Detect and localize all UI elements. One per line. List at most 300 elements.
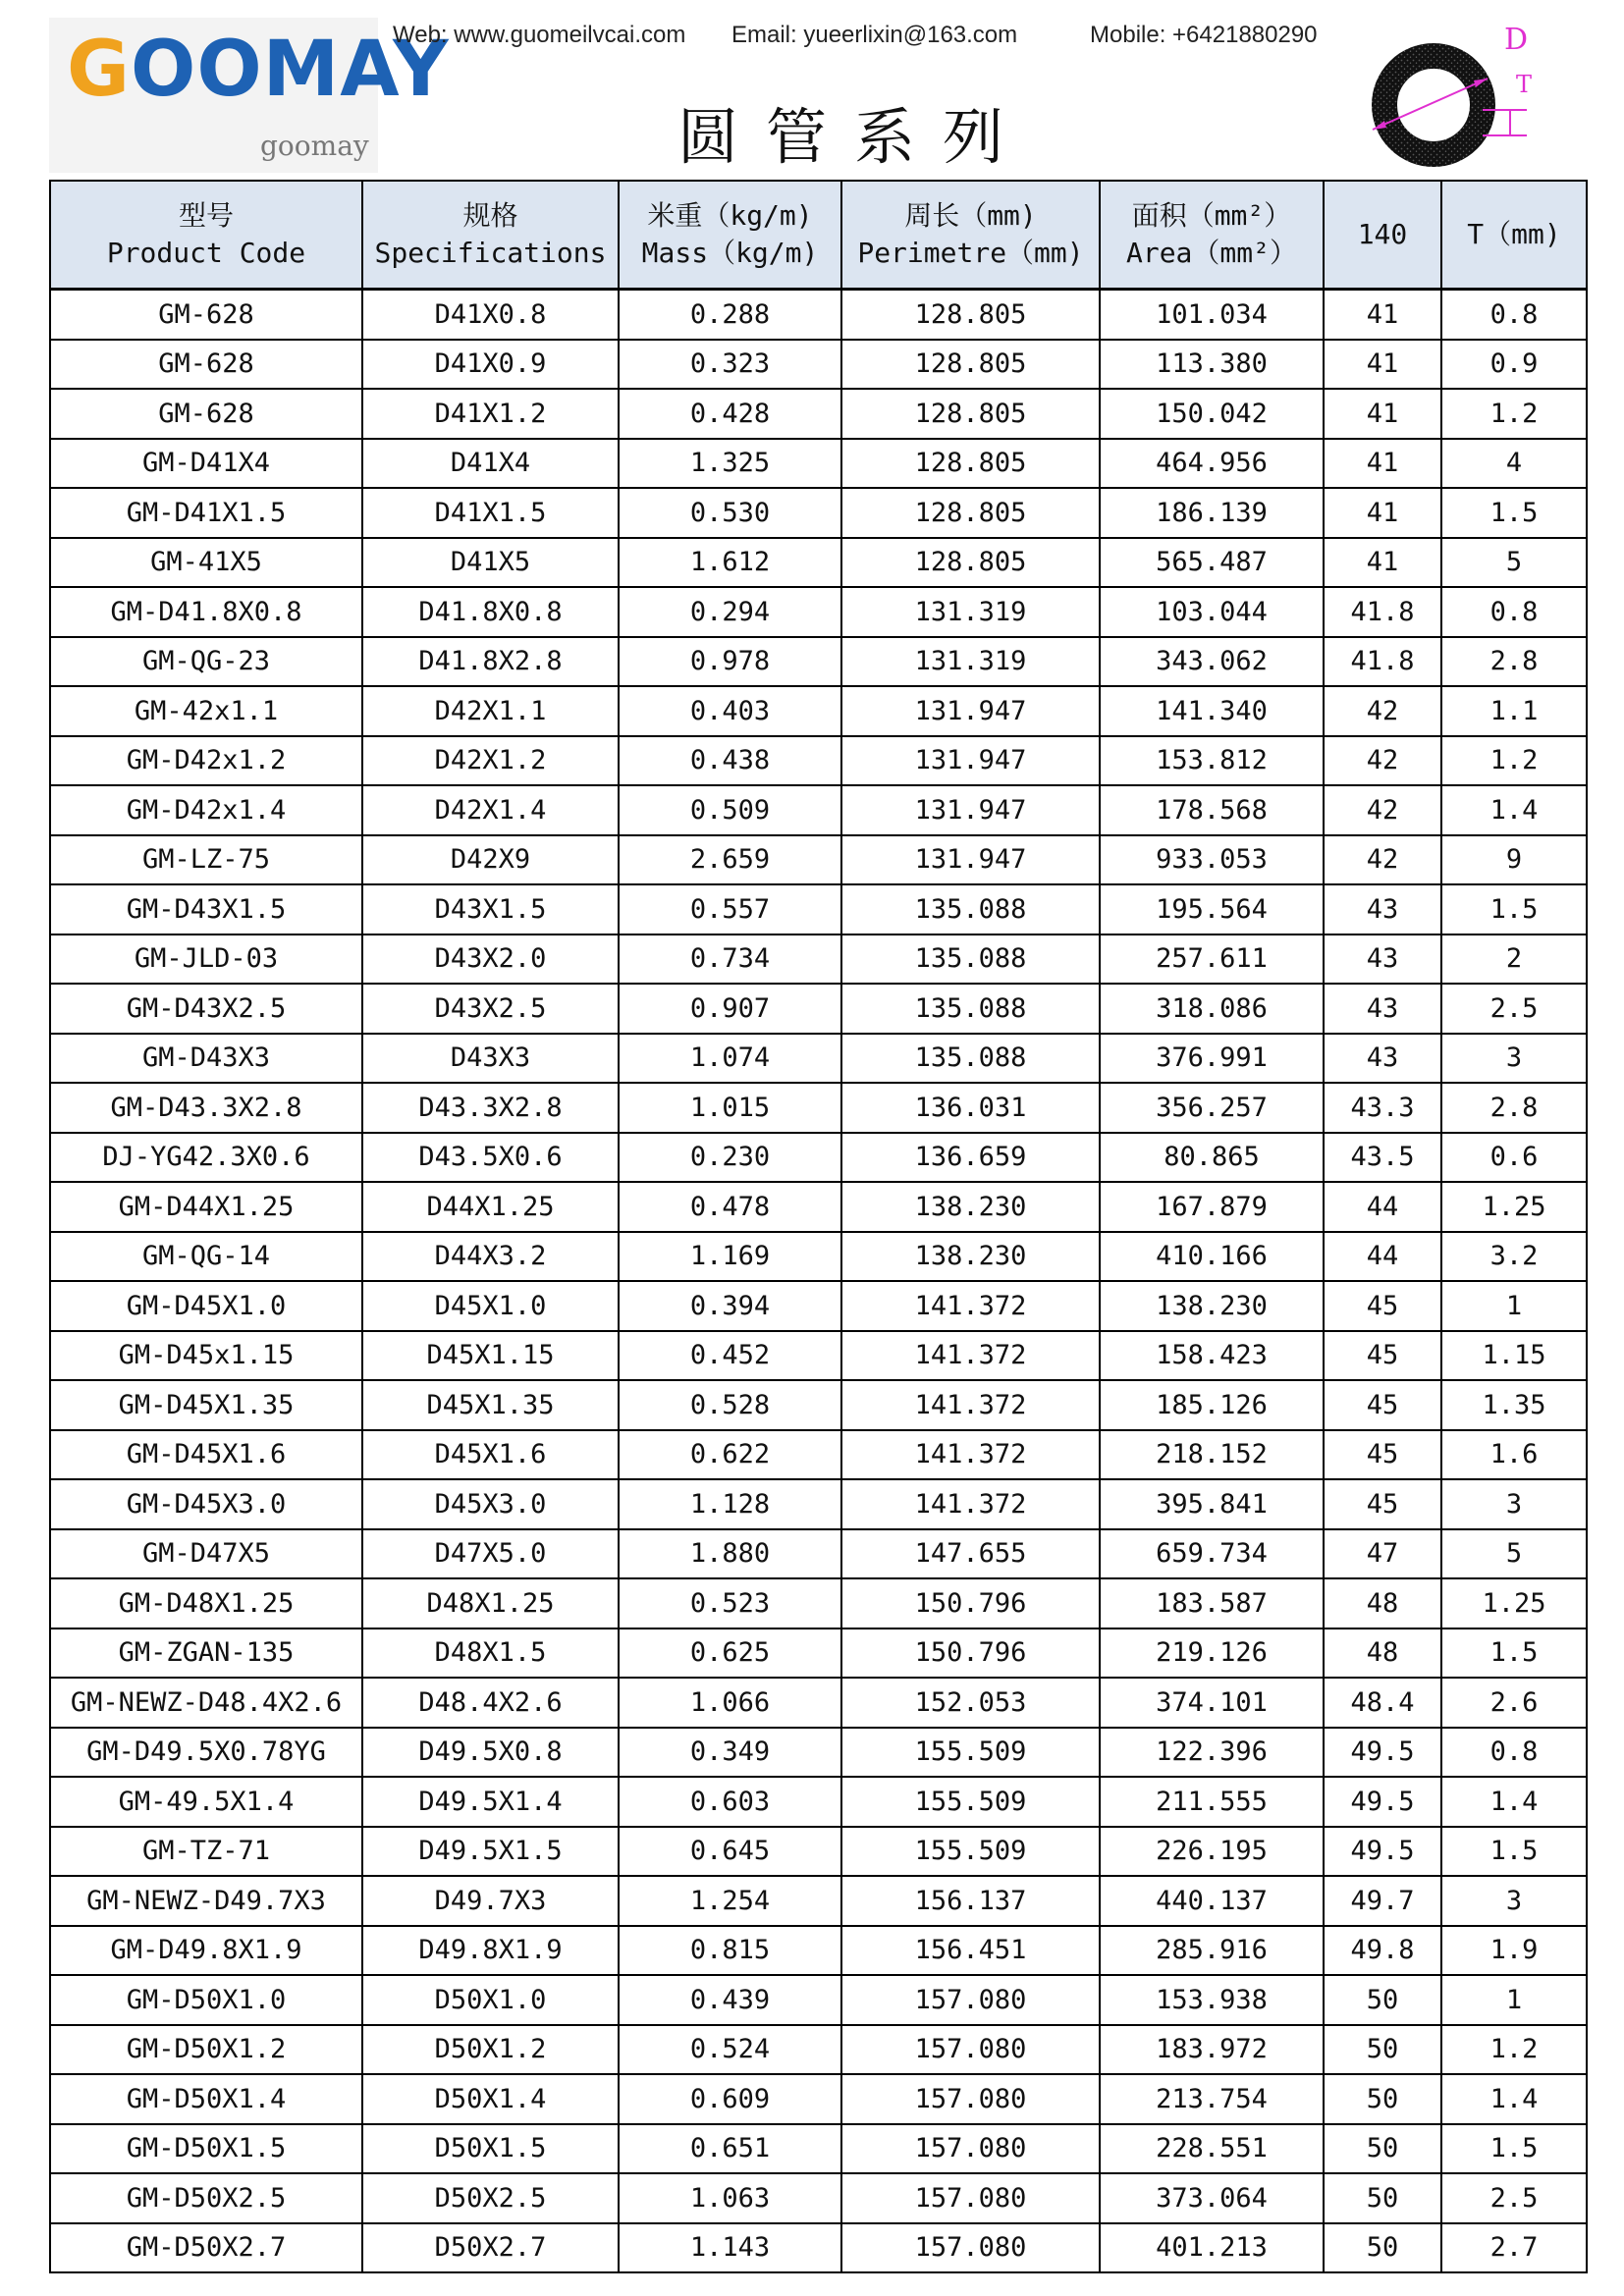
table-cell: 150.796 [841, 1629, 1100, 1679]
table-row [50, 1678, 1587, 1728]
table-cell: D48X1.25 [362, 1578, 619, 1629]
table-cell: 0.349 [619, 1728, 841, 1778]
table-cell: D41X5 [362, 538, 619, 588]
table-cell: 0.609 [619, 2074, 841, 2124]
table-cell: 48 [1324, 1578, 1441, 1629]
table-cell: 153.938 [1100, 1975, 1324, 2025]
table-row [50, 1182, 1587, 1232]
table-row [50, 1430, 1587, 1480]
table-cell: 183.587 [1100, 1578, 1324, 1629]
column-header [1100, 181, 1324, 290]
table-cell: 9 [1441, 835, 1587, 885]
table-cell: D45X1.15 [362, 1331, 619, 1381]
table-cell: GM-TZ-71 [50, 1827, 362, 1877]
table-cell: 1.5 [1441, 1827, 1587, 1877]
table-cell: 185.126 [1100, 1380, 1324, 1430]
table-cell: 49.5 [1324, 1827, 1441, 1877]
column-header-label: 面积（mm²） [1131, 199, 1292, 232]
table-cell: D49.5X1.5 [362, 1827, 619, 1877]
table-header-row [50, 181, 1587, 290]
table-cell: 0.907 [619, 984, 841, 1034]
table-cell: 155.509 [841, 1827, 1100, 1877]
table-row [50, 439, 1587, 489]
column-header-label: 周长（mm) [904, 199, 1037, 232]
table-cell: GM-628 [50, 389, 362, 439]
table-cell: 0.734 [619, 934, 841, 985]
table-cell: 41 [1324, 439, 1441, 489]
column-header [50, 181, 362, 290]
table-cell: 0.230 [619, 1133, 841, 1183]
table-cell: 49.8 [1324, 1926, 1441, 1976]
table-cell: GM-D42x1.4 [50, 785, 362, 835]
table-cell: 1.2 [1441, 389, 1587, 439]
table-cell: 44 [1324, 1182, 1441, 1232]
table-cell: 3 [1441, 1479, 1587, 1529]
table-cell: 155.509 [841, 1777, 1100, 1827]
table-cell: D49.5X0.8 [362, 1728, 619, 1778]
table-cell: D43.3X2.8 [362, 1083, 619, 1133]
table-cell: 0.294 [619, 587, 841, 637]
table-cell: 0.603 [619, 1777, 841, 1827]
logo-subtitle: goomay [260, 130, 369, 162]
table-cell: 0.815 [619, 1926, 841, 1976]
table-cell: 122.396 [1100, 1728, 1324, 1778]
contact-mobile: Mobile: +6421880290 [1090, 22, 1318, 48]
table-cell: D43X1.5 [362, 884, 619, 934]
table-cell: 153.812 [1100, 736, 1324, 786]
table-cell: 136.659 [841, 1133, 1100, 1183]
table-cell: GM-628 [50, 340, 362, 390]
column-header-label: 规格 [462, 199, 518, 232]
table-cell: D49.5X1.4 [362, 1777, 619, 1827]
table-cell: 3 [1441, 1034, 1587, 1084]
table-row [50, 1876, 1587, 1926]
table-cell: D44X3.2 [362, 1232, 619, 1282]
table-cell: 41 [1324, 389, 1441, 439]
table-cell: D42X1.4 [362, 785, 619, 835]
column-header-label: 米重（kg/m) [647, 199, 813, 232]
table-cell: 152.053 [841, 1678, 1100, 1728]
table-cell: 43.3 [1324, 1083, 1441, 1133]
table-cell: D43X2.0 [362, 934, 619, 985]
table-cell: 343.062 [1100, 637, 1324, 687]
table-cell: 2.5 [1441, 984, 1587, 1034]
table-cell: 138.230 [841, 1182, 1100, 1232]
table-cell: 1.612 [619, 538, 841, 588]
table-cell: 44 [1324, 1232, 1441, 1282]
table-cell: 2.5 [1441, 2173, 1587, 2223]
table-row [50, 1529, 1587, 1579]
table-cell: 42 [1324, 686, 1441, 736]
table-cell: D41X1.5 [362, 488, 619, 538]
table-cell: 0.651 [619, 2124, 841, 2174]
table-cell: GM-D47X5 [50, 1529, 362, 1579]
table-cell: 43 [1324, 934, 1441, 985]
table-cell: D50X1.4 [362, 2074, 619, 2124]
table-cell: 2.659 [619, 835, 841, 885]
table-row [50, 884, 1587, 934]
table-cell: 2.6 [1441, 1678, 1587, 1728]
table-cell: 45 [1324, 1281, 1441, 1331]
table-cell: 0.428 [619, 389, 841, 439]
table-cell: 0.528 [619, 1380, 841, 1430]
table-cell: 440.137 [1100, 1876, 1324, 1926]
column-header [362, 181, 619, 290]
table-cell: 41 [1324, 488, 1441, 538]
table-row [50, 2124, 1587, 2174]
table-cell: 131.947 [841, 686, 1100, 736]
table-cell: 141.372 [841, 1479, 1100, 1529]
table-cell: GM-D41X1.5 [50, 488, 362, 538]
table-cell: 43 [1324, 884, 1441, 934]
page-title: 圆管系列 [677, 101, 1032, 173]
table-cell: D43X3 [362, 1034, 619, 1084]
table-cell: GM-D50X2.7 [50, 2223, 362, 2273]
table-cell: 135.088 [841, 1034, 1100, 1084]
table-cell: 1.4 [1441, 1777, 1587, 1827]
table-cell: GM-D45X1.0 [50, 1281, 362, 1331]
column-header-sublabel: Product Code [106, 237, 306, 269]
table-cell: 2.8 [1441, 637, 1587, 687]
table-cell: 1.015 [619, 1083, 841, 1133]
table-cell: GM-D45X1.35 [50, 1380, 362, 1430]
table-cell: 167.879 [1100, 1182, 1324, 1232]
table-cell: 156.137 [841, 1876, 1100, 1926]
table-cell: 257.611 [1100, 934, 1324, 985]
table-cell: 183.972 [1100, 2025, 1324, 2075]
table-cell: 147.655 [841, 1529, 1100, 1579]
table-cell: 1.880 [619, 1529, 841, 1579]
table-cell: 41 [1324, 538, 1441, 588]
column-header-sublabel: Specifications [374, 237, 607, 269]
table-cell: 47 [1324, 1529, 1441, 1579]
table-cell: 0.625 [619, 1629, 841, 1679]
table-cell: GM-D50X2.5 [50, 2173, 362, 2223]
table-cell: 374.101 [1100, 1678, 1324, 1728]
table-cell: GM-D43X1.5 [50, 884, 362, 934]
table-cell: 1.254 [619, 1876, 841, 1926]
table-cell: 1.063 [619, 2173, 841, 2223]
table-cell: 218.152 [1100, 1430, 1324, 1480]
table-cell: GM-49.5X1.4 [50, 1777, 362, 1827]
table-cell: GM-D45x1.15 [50, 1331, 362, 1381]
table-cell: 1.5 [1441, 884, 1587, 934]
table-row [50, 340, 1587, 390]
table-cell: 41.8 [1324, 587, 1441, 637]
table-row [50, 1133, 1587, 1183]
table-cell: D50X2.5 [362, 2173, 619, 2223]
table-cell: 3.2 [1441, 1232, 1587, 1282]
table-cell: 1.5 [1441, 1629, 1587, 1679]
table-cell: 1.15 [1441, 1331, 1587, 1381]
table-cell: 1.25 [1441, 1182, 1587, 1232]
table-cell: 136.031 [841, 1083, 1100, 1133]
table-cell: 157.080 [841, 2223, 1100, 2273]
table-cell: 1.4 [1441, 785, 1587, 835]
table-row [50, 1578, 1587, 1629]
table-cell: D41X0.9 [362, 340, 619, 390]
table-row [50, 488, 1587, 538]
table-cell: D50X2.7 [362, 2223, 619, 2273]
table-cell: GM-D48X1.25 [50, 1578, 362, 1629]
table-cell: 1.169 [619, 1232, 841, 1282]
table-cell: 141.340 [1100, 686, 1324, 736]
table-row [50, 587, 1587, 637]
column-header-label: T（mm) [1467, 218, 1561, 250]
table-row [50, 637, 1587, 687]
table-cell: 186.139 [1100, 488, 1324, 538]
table-cell: D45X1.35 [362, 1380, 619, 1430]
table-row [50, 2025, 1587, 2075]
table-cell: GM-D41X4 [50, 439, 362, 489]
table-cell: 0.438 [619, 736, 841, 786]
table-row [50, 934, 1587, 985]
table-body [50, 290, 1587, 2273]
table-cell: 0.645 [619, 1827, 841, 1877]
table-cell: GM-D50X1.0 [50, 1975, 362, 2025]
table-cell: 138.230 [1100, 1281, 1324, 1331]
table-cell: 1 [1441, 1975, 1587, 2025]
table-cell: 1.6 [1441, 1430, 1587, 1480]
column-header [1441, 181, 1587, 290]
table-row [50, 1281, 1587, 1331]
table-cell: 1.1 [1441, 686, 1587, 736]
table-cell: 131.947 [841, 736, 1100, 786]
table-cell: 131.319 [841, 587, 1100, 637]
column-header-label: 140 [1357, 218, 1408, 250]
table-cell: 3 [1441, 1876, 1587, 1926]
table-cell: 128.805 [841, 439, 1100, 489]
table-cell: 135.088 [841, 984, 1100, 1034]
table-cell: 0.622 [619, 1430, 841, 1480]
table-cell: 128.805 [841, 488, 1100, 538]
table-cell: 41 [1324, 340, 1441, 390]
table-cell: 0.452 [619, 1331, 841, 1381]
table-cell: 42 [1324, 835, 1441, 885]
table-row [50, 1728, 1587, 1778]
table-row [50, 1331, 1587, 1381]
table-cell: 157.080 [841, 2124, 1100, 2174]
table-cell: D41X1.2 [362, 389, 619, 439]
table-cell: 103.044 [1100, 587, 1324, 637]
table-cell: GM-D43.3X2.8 [50, 1083, 362, 1133]
table-cell: 4 [1441, 439, 1587, 489]
spec-table [49, 180, 1588, 2273]
table-cell: D49.8X1.9 [362, 1926, 619, 1976]
table-cell: 1.4 [1441, 2074, 1587, 2124]
table-cell: GM-42x1.1 [50, 686, 362, 736]
table-cell: 42 [1324, 785, 1441, 835]
table-cell: 41 [1324, 290, 1441, 340]
table-cell: D43X2.5 [362, 984, 619, 1034]
table-cell: 219.126 [1100, 1629, 1324, 1679]
table-cell: GM-D43X3 [50, 1034, 362, 1084]
table-cell: 5 [1441, 1529, 1587, 1579]
table-cell: 49.7 [1324, 1876, 1441, 1926]
table-cell: 50 [1324, 2223, 1441, 2273]
table-cell: 318.086 [1100, 984, 1324, 1034]
diagram-label-t: T [1516, 71, 1533, 98]
table-row [50, 1479, 1587, 1529]
table-cell: 48 [1324, 1629, 1441, 1679]
table-cell: 1.5 [1441, 488, 1587, 538]
table-cell: 43.5 [1324, 1133, 1441, 1183]
table-cell: GM-JLD-03 [50, 934, 362, 985]
table-cell: 131.319 [841, 637, 1100, 687]
table-cell: 0.8 [1441, 1728, 1587, 1778]
table-cell: 138.230 [841, 1232, 1100, 1282]
table-cell: 141.372 [841, 1281, 1100, 1331]
diagram-label-d: D [1504, 23, 1529, 57]
table-row [50, 686, 1587, 736]
table-cell: 43 [1324, 1034, 1441, 1084]
table-cell: D45X1.6 [362, 1430, 619, 1480]
table-cell: GM-LZ-75 [50, 835, 362, 885]
table-cell: 195.564 [1100, 884, 1324, 934]
table-cell: DJ-YG42.3X0.6 [50, 1133, 362, 1183]
table-cell: GM-D45X3.0 [50, 1479, 362, 1529]
table-cell: 0.523 [619, 1578, 841, 1629]
table-cell: D45X1.0 [362, 1281, 619, 1331]
table-row [50, 2223, 1587, 2273]
column-header [619, 181, 841, 290]
contact-email: Email: yueerlixin@163.com [731, 22, 1018, 48]
table-cell: 1.2 [1441, 2025, 1587, 2075]
table-cell: 156.451 [841, 1926, 1100, 1976]
table-cell: D43.5X0.6 [362, 1133, 619, 1183]
table-cell: 226.195 [1100, 1827, 1324, 1877]
table-cell: 356.257 [1100, 1083, 1324, 1133]
table-cell: 50 [1324, 2173, 1441, 2223]
table-row [50, 1083, 1587, 1133]
table-cell: 0.8 [1441, 290, 1587, 340]
table-cell: 50 [1324, 2074, 1441, 2124]
table-cell: 45 [1324, 1479, 1441, 1529]
table-cell: 0.978 [619, 637, 841, 687]
table-cell: D49.7X3 [362, 1876, 619, 1926]
table-row [50, 1380, 1587, 1430]
table-cell: 1.128 [619, 1479, 841, 1529]
column-header [1324, 181, 1441, 290]
table-cell: D41X4 [362, 439, 619, 489]
table-cell: D50X1.5 [362, 2124, 619, 2174]
table-cell: 228.551 [1100, 2124, 1324, 2174]
table-cell: 659.734 [1100, 1529, 1324, 1579]
table-cell: GM-ZGAN-135 [50, 1629, 362, 1679]
table-cell: D42X9 [362, 835, 619, 885]
table-cell: D41X0.8 [362, 290, 619, 340]
table-cell: 0.524 [619, 2025, 841, 2075]
table-cell: GM-D43X2.5 [50, 984, 362, 1034]
table-cell: 1.35 [1441, 1380, 1587, 1430]
table-cell: GM-D50X1.4 [50, 2074, 362, 2124]
table-cell: 464.956 [1100, 439, 1324, 489]
table-cell: GM-NEWZ-D48.4X2.6 [50, 1678, 362, 1728]
column-header-sublabel: Perimetre（mm) [857, 237, 1084, 269]
table-cell: GM-D49.8X1.9 [50, 1926, 362, 1976]
contact-web: Web: www.guomeilvcai.com [393, 22, 686, 48]
table-row [50, 736, 1587, 786]
table-cell: 1.25 [1441, 1578, 1587, 1629]
table-cell: 1.9 [1441, 1926, 1587, 1976]
table-cell: D42X1.1 [362, 686, 619, 736]
table-cell: 410.166 [1100, 1232, 1324, 1282]
table-cell: 2.7 [1441, 2223, 1587, 2273]
table-cell: 49.5 [1324, 1777, 1441, 1827]
table-cell: 157.080 [841, 2025, 1100, 2075]
table-row [50, 1777, 1587, 1827]
table-cell: 45 [1324, 1331, 1441, 1381]
table-cell: 131.947 [841, 785, 1100, 835]
table-cell: 49.5 [1324, 1728, 1441, 1778]
table-row [50, 984, 1587, 1034]
table-cell: GM-D49.5X0.78YG [50, 1728, 362, 1778]
logo-wordmark: GOOMAY [67, 26, 450, 114]
table-cell: 213.754 [1100, 2074, 1324, 2124]
table-row [50, 785, 1587, 835]
table-cell: 113.380 [1100, 340, 1324, 390]
table-cell: 157.080 [841, 2173, 1100, 2223]
table-cell: 0.403 [619, 686, 841, 736]
table-cell: GM-QG-23 [50, 637, 362, 687]
table-cell: 376.991 [1100, 1034, 1324, 1084]
table-cell: D44X1.25 [362, 1182, 619, 1232]
table-cell: 401.213 [1100, 2223, 1324, 2273]
table-cell: GM-D41.8X0.8 [50, 587, 362, 637]
table-cell: 150.042 [1100, 389, 1324, 439]
column-header-label: 型号 [178, 199, 234, 232]
table-cell: 0.323 [619, 340, 841, 390]
table-cell: 0.394 [619, 1281, 841, 1331]
table-cell: 565.487 [1100, 538, 1324, 588]
table-cell: 0.288 [619, 290, 841, 340]
table-cell: GM-628 [50, 290, 362, 340]
table-cell: 0.557 [619, 884, 841, 934]
table-cell: 43 [1324, 984, 1441, 1034]
table-cell: 1 [1441, 1281, 1587, 1331]
table-cell: 1.325 [619, 439, 841, 489]
round-tube-diagram-icon [1335, 12, 1542, 169]
table-cell: GM-QG-14 [50, 1232, 362, 1282]
table-cell: 1.5 [1441, 2124, 1587, 2174]
table-cell: 128.805 [841, 290, 1100, 340]
table-row [50, 2173, 1587, 2223]
table-cell: D50X1.2 [362, 2025, 619, 2075]
table-cell: 128.805 [841, 389, 1100, 439]
table-cell: 0.6 [1441, 1133, 1587, 1183]
table-cell: 158.423 [1100, 1331, 1324, 1381]
table-row [50, 1232, 1587, 1282]
table-cell: 141.372 [841, 1331, 1100, 1381]
table-cell: 80.865 [1100, 1133, 1324, 1183]
table-cell: 1.2 [1441, 736, 1587, 786]
table-row [50, 389, 1587, 439]
table-cell: 42 [1324, 736, 1441, 786]
table-cell: D41.8X2.8 [362, 637, 619, 687]
table-cell: D42X1.2 [362, 736, 619, 786]
column-header-sublabel: Mass（kg/m) [641, 237, 819, 269]
table-cell: 178.568 [1100, 785, 1324, 835]
table-row [50, 1926, 1587, 1976]
table-row [50, 538, 1587, 588]
table-cell: 1.143 [619, 2223, 841, 2273]
table-cell: 141.372 [841, 1430, 1100, 1480]
table-cell: 45 [1324, 1380, 1441, 1430]
table-cell: 211.555 [1100, 1777, 1324, 1827]
table-cell: D50X1.0 [362, 1975, 619, 2025]
table-cell: 101.034 [1100, 290, 1324, 340]
table-row [50, 1827, 1587, 1877]
